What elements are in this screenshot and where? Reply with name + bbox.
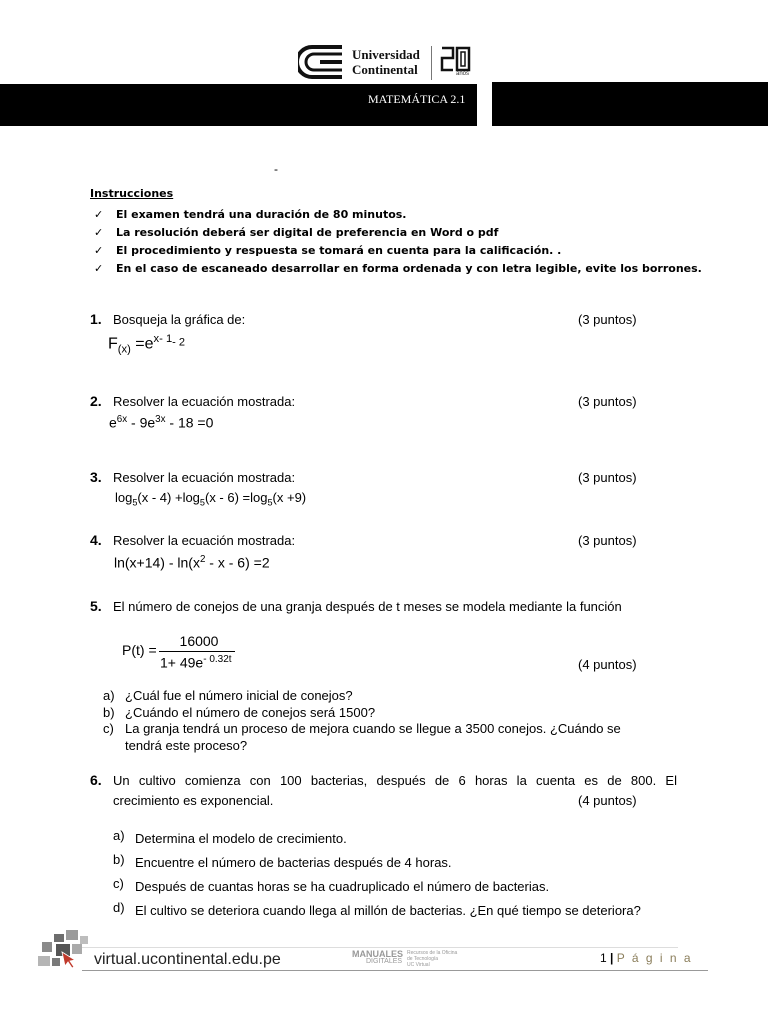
footer-url[interactable]: virtual.ucontinental.edu.pe [94,951,281,968]
list-item: a) ¿Cuál fue el número inicial de conejos? [103,688,353,703]
university-name [352,47,420,77]
question-4-points: (3 puntos) [578,533,637,548]
dash-mark: - [274,162,278,176]
formula-2: $e^{6x} - 9e^{3x} - 18 =0$ [109,414,214,431]
university-name-line2: Continental [352,62,418,77]
question-1-points: (3 puntos) [578,312,637,327]
fraction-bar [159,651,235,652]
instruction-item: ✓ El examen tendrá una duración de 80 minutos. [94,206,702,224]
question-5-number: 5. [90,598,102,614]
check-icon: ✓ [94,262,104,275]
question-6-text-cont: crecimiento es exponencial. [113,793,274,808]
course-title: MATEMÁTICA 2.1 [368,92,466,106]
formula-1: $F_{(x)} =e^{x- 1}-$ 2 [108,333,186,356]
virtual-campus-icon [36,928,92,972]
question-3-number: 3. [90,469,102,485]
question-6-points: (4 puntos) [578,793,637,808]
list-item: a) Determina el modelo de crecimiento. [113,828,347,846]
page-indicator [600,951,693,965]
formula-4: $\ln(x+14) - \ln(x^2 - x - 6) =2$ [114,554,270,571]
university-logo-icon [298,44,346,80]
instruction-item: ✓ La resolución deberá ser digital de preferencia en Word o pdf [94,224,702,242]
question-4-number: 4. [90,532,102,548]
page-word: P á g i n a [616,951,693,965]
footer-divider [82,970,708,971]
question-2-number: 2. [90,393,102,409]
formula-5-denominator: $1+ 49e^{- 0.32t}$ [160,654,232,671]
list-item: b) ¿Cuándo el número de conejos será 1500? [103,704,376,720]
question-2-text: Resolver la ecuación mostrada: [113,394,296,409]
instructions-title: Instrucciones [90,187,174,200]
list-item: c) Después de cuantas horas se ha cuadruplicado el número de bacterias. [113,876,550,894]
check-icon: ✓ [94,244,104,257]
check-icon: ✓ [94,226,104,239]
list-item: b) Encuentre el número de bacterias después de 4 horas. [113,852,452,870]
page-number: 1 [600,951,607,965]
manuales-digitales-logo: MANUALES DIGITALES Recursos de la Oficina de Tecnología UC Virtual [352,949,458,968]
check-icon: ✓ [94,208,104,221]
instruction-item: ✓ El procedimiento y respuesta se tomará en cuenta para la calificación. . [94,242,702,260]
formula-5-numerator: 16000 [179,633,219,649]
question-1-number: 1. [90,311,102,327]
question-1-text: Bosqueja la gráfica de: [113,312,246,327]
university-name-line1: Universidad [352,47,420,62]
instructions-list [94,206,702,278]
list-item: d) El cultivo se deteriora cuando llega al millón de bacterias. ¿En qué tiempo se deteriora? [113,900,641,918]
question-3-text: Resolver la ecuación mostrada: [113,470,296,485]
logo-divider [431,46,432,80]
question-5-subitems [103,688,621,754]
question-2-points: (3 puntos) [578,394,637,409]
instruction-item: ✓ En el caso de escaneado desarrollar en forma ordenada y con letra legible, evite los borrones. [94,260,702,278]
page-separator: | [610,951,614,965]
question-6-number: 6. [90,772,102,788]
question-4-text: Resolver la ecuación mostrada: [113,533,296,548]
list-item: c) La granja tendrá un proceso de mejora cuando se llegue a 3500 conejos. ¿Cuándo se [103,721,621,736]
question-3-points: (3 puntos) [578,470,637,485]
question-5-points: (4 puntos) [578,657,637,672]
footer-divider-top [82,947,678,948]
formula-5-lhs: P(t) = [122,642,157,658]
question-6-text: Un cultivo comienza con 100 bacterias, después de 6 horas la cuenta es de 800. El [113,773,677,788]
formula-3: $\log_5(x - 4) +\log_5(x - 6) =\log_5(x +9)$ [115,490,307,508]
anniversary-label: años [456,71,470,77]
question-6-subitems [113,825,641,921]
header-band-right [492,82,768,126]
question-5-text: El número de conejos de una granja después de t meses se modela mediante la función [113,599,622,614]
list-item: tendrá este proceso? [125,737,248,753]
